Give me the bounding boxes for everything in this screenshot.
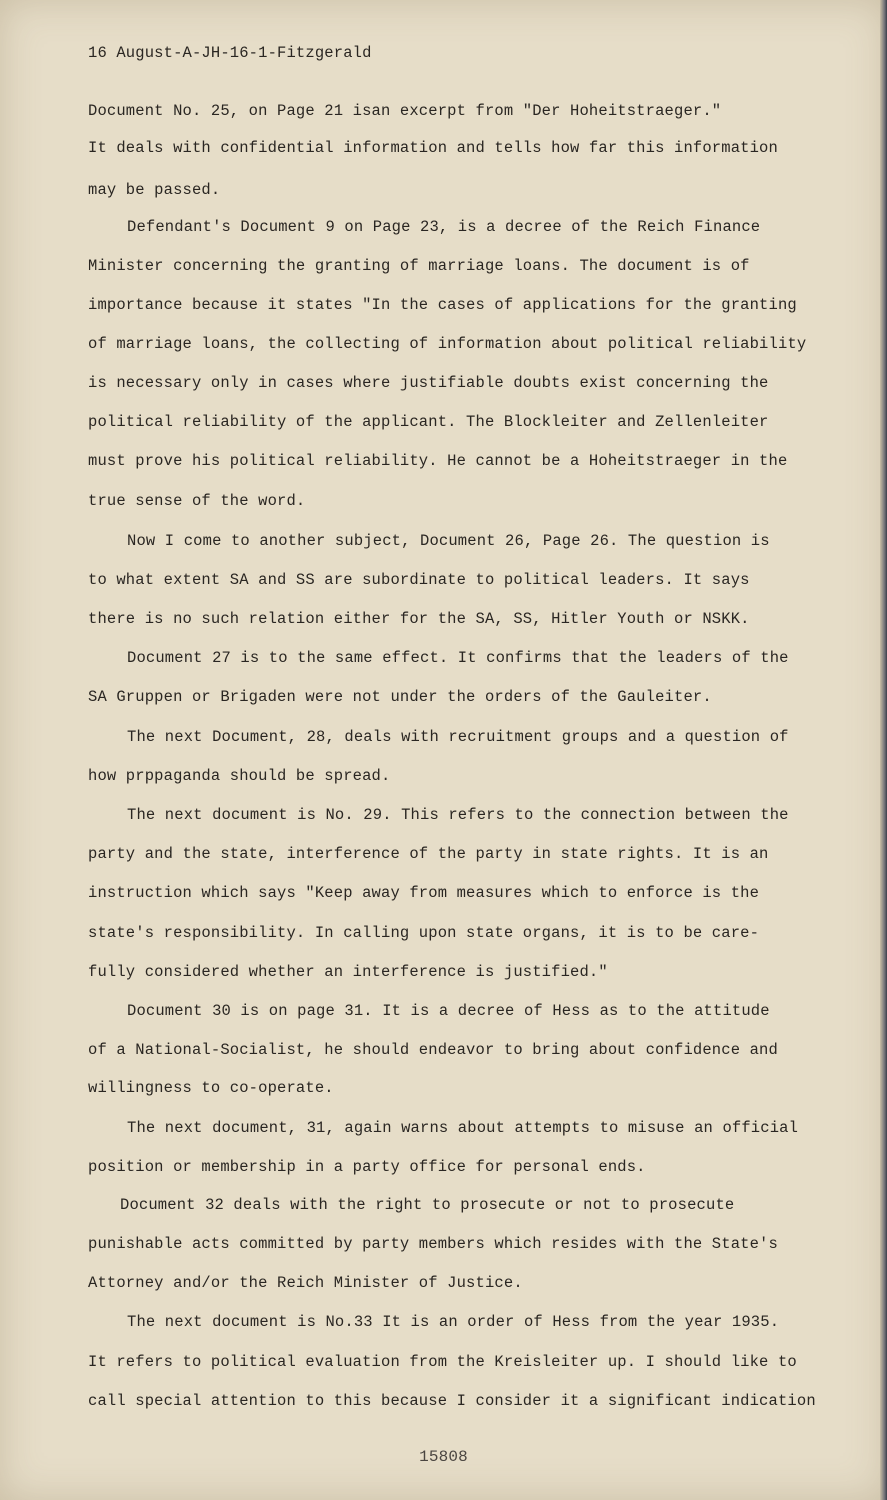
text-line: Document 32 deals with the right to prosecute or not to prosecute xyxy=(120,1196,735,1214)
text-line: punishable acts committed by party members which resides with the State's xyxy=(88,1235,778,1253)
text-line: SA Gruppen or Brigaden were not under the orders of the Gauleiter. xyxy=(88,688,712,706)
page-number: 15808 xyxy=(419,1448,468,1466)
text-line: Defendant's Document 9 on Page 23, is a decree of the Reich Finance xyxy=(127,218,761,236)
text-line: willingness to co-operate. xyxy=(88,1079,334,1097)
text-line: of marriage loans, the collecting of information about political reliability xyxy=(88,335,807,353)
text-line: call special attention to this because I consider it a significant indication xyxy=(88,1392,816,1410)
text-line: there is no such relation either for the SA, SS, Hitler Youth or NSKK. xyxy=(88,610,750,628)
text-line: Attorney and/or the Reich Minister of Justice. xyxy=(88,1274,523,1292)
text-line: position or membership in a party office for personal ends. xyxy=(88,1158,646,1176)
text-line: must prove his political reliability. He cannot be a Hoheitstraeger in the xyxy=(88,452,788,470)
text-line: The next document is No. 29. This refers to the connection between the xyxy=(127,806,789,824)
text-line: Now I come to another subject, Document 26, Page 26. The question is xyxy=(127,532,770,550)
text-line: The next document is No.33 It is an order of Hess from the year 1935. xyxy=(127,1313,780,1331)
text-line: Document No. 25, on Page 21 isan excerpt from "Der Hoheitstraeger." xyxy=(88,102,722,120)
text-line: importance because it states "In the cases of applications for the granting xyxy=(88,296,797,314)
text-line: is necessary only in cases where justifiable doubts exist concerning the xyxy=(88,374,769,392)
text-line: to what extent SA and SS are subordinate to political leaders. It says xyxy=(88,571,750,589)
page-header: 16 August-A-JH-16-1-Fitzgerald xyxy=(88,44,372,62)
text-line: Document 27 is to the same effect. It confirms that the leaders of the xyxy=(127,649,789,667)
text-line: fully considered whether an interference is justified." xyxy=(88,963,608,981)
text-line: It refers to political evaluation from the Kreisleiter up. I should like to xyxy=(88,1353,797,1371)
text-line: party and the state, interference of the party in state rights. It is an xyxy=(88,845,769,863)
text-line: It deals with confidential information and tells how far this information xyxy=(88,139,778,157)
text-line: of a National-Socialist, he should endeavor to bring about confidence and xyxy=(88,1041,778,1059)
text-line: The next Document, 28, deals with recruitment groups and a question of xyxy=(127,728,789,746)
text-line: The next document, 31, again warns about attempts to misuse an official xyxy=(127,1119,799,1137)
text-line: may be passed. xyxy=(88,181,221,199)
text-line: true sense of the word. xyxy=(88,492,306,510)
page-edge xyxy=(880,0,887,1500)
text-line: Minister concerning the granting of marriage loans. The document is of xyxy=(88,257,750,275)
text-line: instruction which says "Keep away from measures which to enforce is the xyxy=(88,884,760,902)
text-line: political reliability of the applicant. The Blockleiter and Zellenleiter xyxy=(88,413,769,431)
text-line: how prppaganda should be spread. xyxy=(88,767,391,785)
text-line: Document 30 is on page 31. It is a decree of Hess as to the attitude xyxy=(127,1002,770,1020)
text-line: state's responsibility. In calling upon state organs, it is to be care- xyxy=(88,924,760,942)
